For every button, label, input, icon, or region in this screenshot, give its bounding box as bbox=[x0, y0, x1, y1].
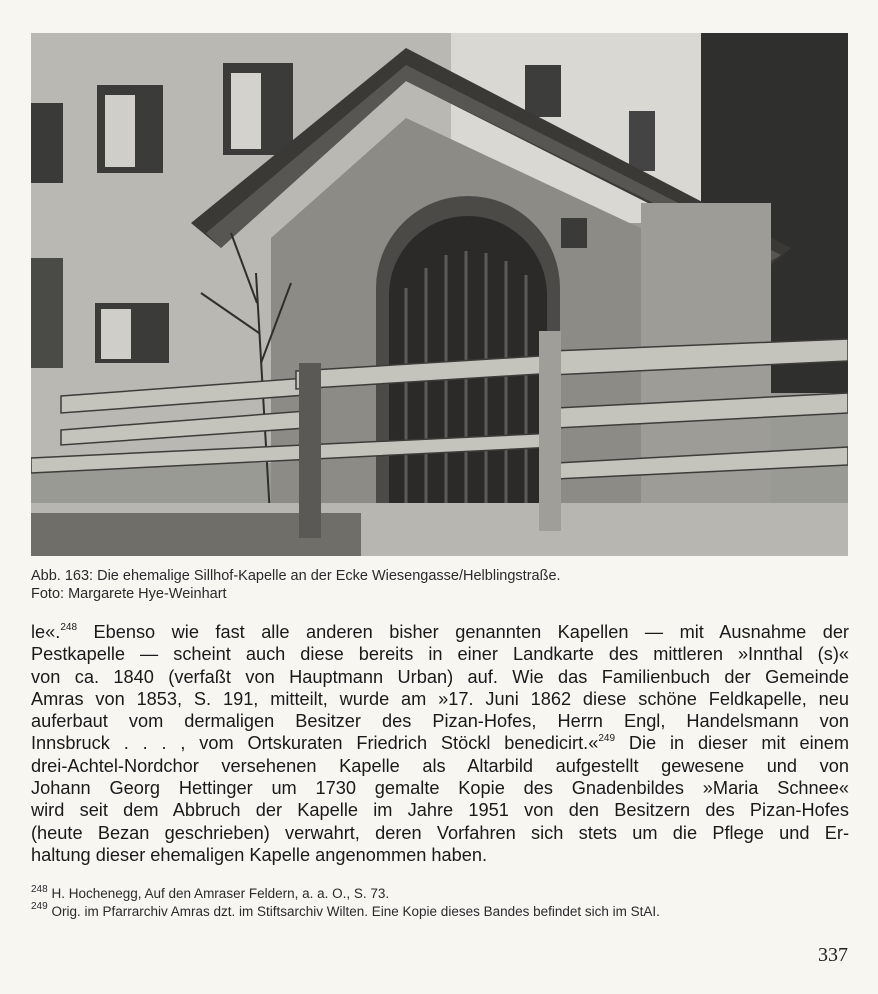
caption-line-1: Abb. 163: Die ehemalige Sillhof-Kapelle an der Ecke Wiesengasse/Helblingstraße. bbox=[31, 568, 561, 584]
body-line: Amras von 1853, S. 191, mitteilt, wurde am »17. Juni 1862 diese schöne Feldkapelle, neu bbox=[31, 688, 849, 709]
body-line: auferbaut vom dermaligen Besitzer des Pizan-Hofes, Herrn Engl, Handelsmann von bbox=[31, 711, 849, 732]
footnote-text: Orig. im Pfarrarchiv Amras dzt. im Stiftsarchiv Wilten. Eine Kopie dieses Bandes befindet sich im StAI. bbox=[51, 903, 660, 919]
body-line: von ca. 1840 (verfaßt von Hauptmann Urban) auf. Wie das Familienbuch der Gemeinde bbox=[31, 666, 849, 687]
footnotes bbox=[31, 885, 849, 920]
body-paragraph bbox=[31, 621, 849, 866]
body-line-text: le«. bbox=[31, 622, 61, 642]
body-line bbox=[31, 621, 849, 643]
body-line bbox=[31, 732, 849, 754]
body-line-text: Innsbruck . . . , vom Ortskuraten Friedrich Stöckl benedicirt.« bbox=[31, 733, 599, 754]
footnote-number: 248 bbox=[31, 883, 48, 895]
body-line-text: Ebenso wie fast alle anderen bisher genannten Kapellen — mit Ausnahme der bbox=[77, 622, 849, 642]
page-number: 337 bbox=[818, 944, 848, 966]
footnote-ref: 248 bbox=[60, 621, 78, 633]
chapel-photo-drawing bbox=[31, 33, 848, 556]
footnote-text: H. Hochenegg, Auf den Amraser Feldern, a. a. O., S. 73. bbox=[51, 886, 390, 901]
figure-caption bbox=[31, 568, 848, 603]
body-line: drei-Achtel-Nordchor versehenen Kapelle als Altarbild aufgestellt gewesene und von bbox=[31, 755, 849, 776]
body-line-text: Die in dieser mit einem bbox=[615, 733, 849, 754]
body-line: (heute Bezan geschrieben) verwahrt, deren Vorfahren sich stets um die Pflege und Er- bbox=[31, 822, 849, 843]
footnote-number: 249 bbox=[31, 901, 48, 912]
caption-photo-credit: Foto: Margarete Hye-Weinhart bbox=[31, 585, 227, 602]
body-line: haltung dieser ehemaligen Kapelle angenommen haben. bbox=[31, 844, 488, 865]
body-line: Pestkapelle — scheint auch diese bereits in einer Landkarte des mittleren »Innthal (s)« bbox=[31, 644, 849, 665]
footnote bbox=[31, 885, 849, 903]
chapel-photograph bbox=[31, 33, 848, 556]
body-line: Johann Georg Hettinger um 1730 gemalte Kopie des Gnadenbildes »Maria Schnee« bbox=[31, 778, 849, 799]
footnote bbox=[31, 903, 849, 921]
body-line: wird seit dem Abbruch der Kapelle im Jahre 1951 von den Besitzern des Pizan-Hofes bbox=[31, 800, 849, 821]
footnote-ref: 249 bbox=[598, 733, 616, 745]
